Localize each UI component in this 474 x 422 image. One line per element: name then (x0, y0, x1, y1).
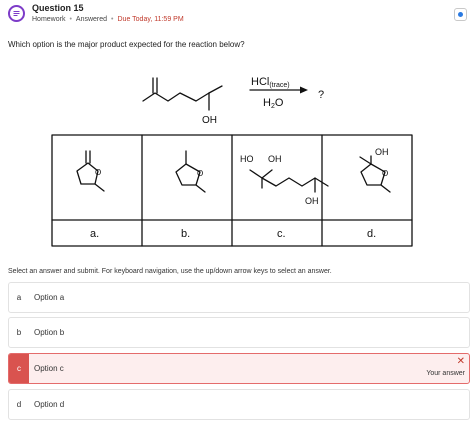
option-letter: d (16, 400, 22, 409)
option-letter: a (16, 293, 22, 302)
question-header (0, 0, 474, 32)
structure-d-oh-label: OH (375, 147, 389, 157)
structure-d-ring-o: O (382, 169, 389, 178)
question-list-icon (8, 5, 25, 22)
info-dot-icon[interactable] (454, 8, 467, 21)
reactant-structure (143, 78, 222, 110)
option-a[interactable] (8, 282, 470, 313)
option-d[interactable] (8, 389, 470, 420)
choice-label-d: d. (367, 228, 377, 240)
structure-c-bottom-oh-label: OH (305, 196, 319, 206)
category-label: Homework (32, 16, 66, 23)
choice-label-c: c. (277, 228, 286, 240)
option-label: Option b (34, 328, 65, 337)
structure-c (250, 170, 328, 192)
unknown-product: ? (318, 89, 325, 101)
option-letter: c (9, 354, 29, 383)
structure-b-ring-o: O (197, 169, 204, 178)
separator-dot: • (69, 16, 72, 23)
question-title: Question 15 (32, 3, 84, 13)
choices-table (52, 135, 412, 246)
close-icon: ✕ (456, 356, 465, 367)
reaction-figure (0, 58, 474, 258)
option-letter: b (16, 328, 22, 337)
question-meta (32, 16, 184, 23)
due-date: Due Today, 11:59 PM (117, 16, 184, 23)
structure-c-oh-label: OH (268, 154, 282, 164)
separator-dot: • (111, 16, 114, 23)
option-label: Option c (34, 364, 64, 373)
option-label: Option d (34, 400, 65, 409)
choice-label-b: b. (181, 228, 191, 240)
your-answer-label: Your answer (426, 370, 465, 377)
option-c[interactable] (8, 353, 470, 384)
question-text: Which option is the major product expected for the reaction below? (8, 40, 245, 49)
structure-c-ho-label: HO (240, 154, 254, 164)
reagent-top: HCl(trace) (251, 76, 290, 89)
reagent-bottom: H2O (263, 97, 284, 110)
structure-a-ring-o: O (95, 168, 102, 177)
answer-instruction: Select an answer and submit. For keyboard navigation, use the up/down arrow keys to select an answer. (8, 268, 332, 275)
option-label: Option a (34, 293, 65, 302)
choice-label-a: a. (90, 228, 100, 240)
arrow-head (300, 87, 308, 94)
status-label: Answered (75, 16, 108, 23)
reactant-oh-label: OH (202, 115, 217, 126)
option-b[interactable] (8, 317, 470, 348)
